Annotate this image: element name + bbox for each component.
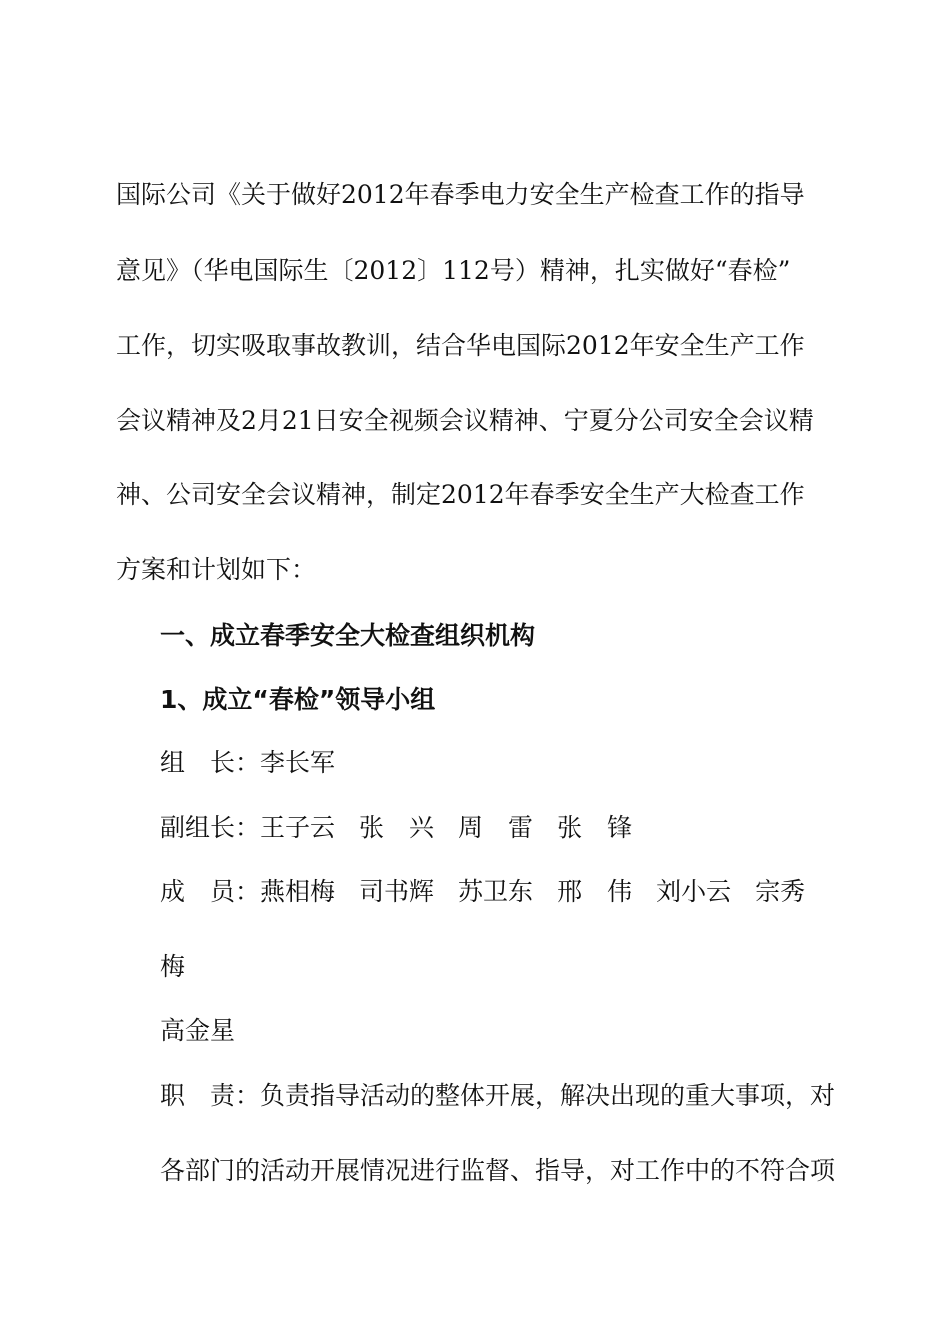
member-name: 刘小云 <box>656 877 732 906</box>
member-name: 邢 伟 <box>557 877 633 906</box>
leader-name: 李长军 <box>260 748 336 777</box>
member-name: 燕相梅 <box>260 877 336 906</box>
members-label: 成 员： <box>160 877 261 906</box>
duties-line-2: 各部门的活动开展情况进行监督、指导，对工作中的不符合项 <box>160 1156 836 1185</box>
deputy-name: 张 兴 <box>359 813 435 842</box>
deputy-leader-row <box>160 812 632 844</box>
subsection-heading: 1、成立“春检”领导小组 <box>160 685 436 714</box>
leader-names <box>260 748 335 777</box>
members-names <box>260 877 805 906</box>
member-name: 苏卫东 <box>458 877 534 906</box>
intro-line-5: 神、公司安全会议精神，制定2012年春季安全生产大检查工作 <box>116 480 805 509</box>
intro-line-3: 工作，切实吸取事故教训，结合华电国际2012年安全生产工作 <box>116 331 805 360</box>
member-name: 司书辉 <box>359 877 435 906</box>
member-name: 宗秀 <box>755 877 806 906</box>
deputy-leader-label: 副组长： <box>160 813 261 842</box>
members-row <box>160 876 805 908</box>
intro-line-6: 方案和计划如下： <box>116 555 317 584</box>
members-continuation-1: 梅 <box>160 952 186 981</box>
deputy-name: 周 雷 <box>458 813 534 842</box>
deputy-name: 张 锋 <box>557 813 633 842</box>
deputy-leader-names <box>260 813 632 842</box>
intro-line-4: 会议精神及2月21日安全视频会议精神、宁夏分公司安全会议精 <box>116 406 814 435</box>
duties-line-1: 职 责：负责指导活动的整体开展，解决出现的重大事项，对 <box>160 1081 836 1110</box>
deputy-name: 王子云 <box>260 813 336 842</box>
intro-line-2: 意见》（华电国际生〔2012〕112号）精神，扎实做好“春检” <box>116 256 791 285</box>
leader-row <box>160 747 335 779</box>
leader-label: 组 长： <box>160 748 261 777</box>
intro-line-1: 国际公司《关于做好2012年春季电力安全生产检查工作的指导 <box>116 180 805 209</box>
members-continuation-2: 高金星 <box>160 1016 236 1045</box>
section-heading: 一、成立春季安全大检查组织机构 <box>160 621 536 650</box>
